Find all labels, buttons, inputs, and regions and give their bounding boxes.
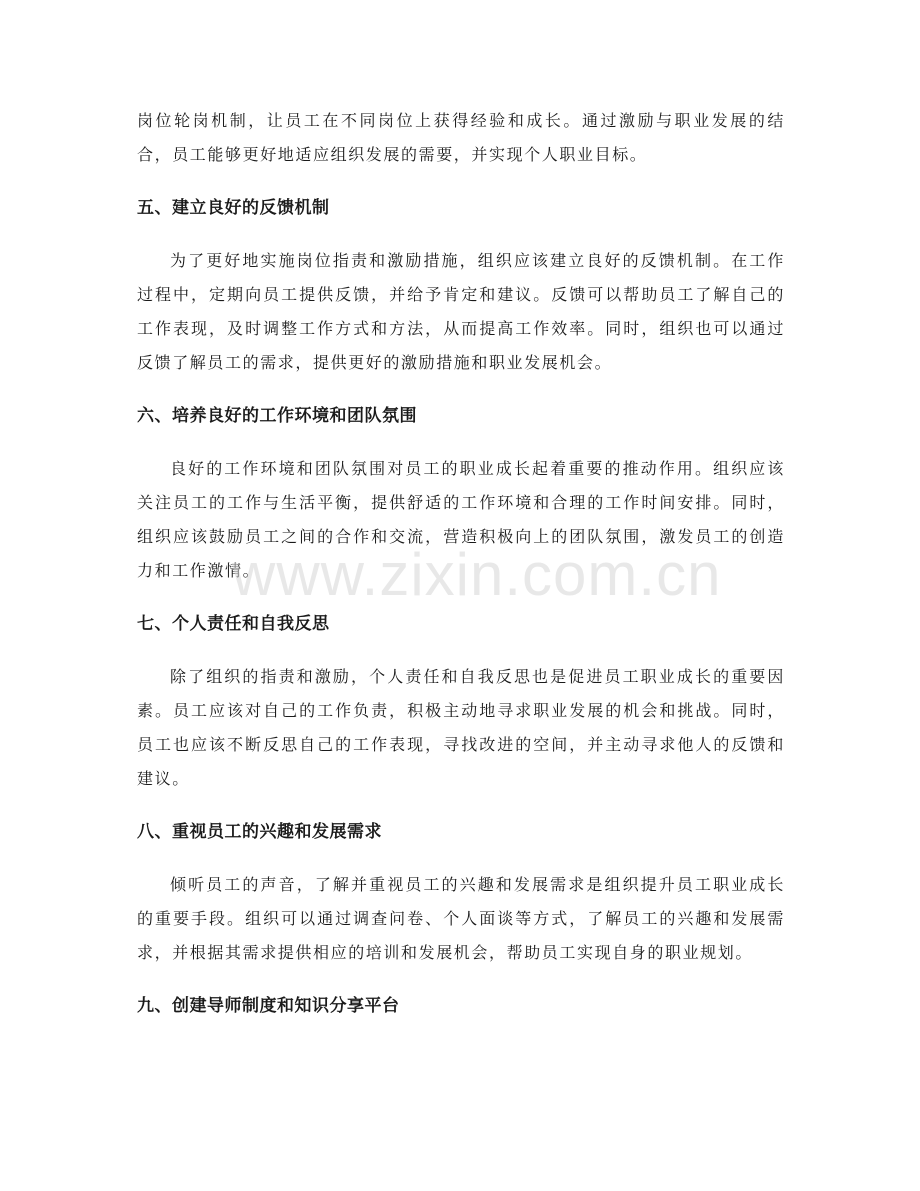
section-heading-8: 八、重视员工的兴趣和发展需求 <box>137 822 382 842</box>
watermark: www.zixin.com.cn <box>232 541 722 608</box>
document-body <box>137 104 785 1042</box>
paragraph-section-7: 除了组织的指责和激励，个人责任和自我反思也是促进员工职业成长的重要因素。员工应该对自己的工作负责，积极主动地寻求职业发展的机会和挑战。同时，员工也应该不断反思自己的工作表现，寻找改进的空间，并主动寻求他人的反馈和建议。 <box>137 667 785 788</box>
section-heading-9: 九、创建导师制度和知识分享平台 <box>137 996 400 1016</box>
paragraph-intro: 岗位轮岗机制，让员工在不同岗位上获得经验和成长。通过激励与职业发展的结合，员工能够更好地适应组织发展的需要，并实现个人职业目标。 <box>137 111 785 164</box>
section-heading-7: 七、个人责任和自我反思 <box>137 614 330 634</box>
paragraph-section-5: 为了更好地实施岗位指责和激励措施，组织应该建立良好的反馈机制。在工作过程中，定期向员工提供反馈，并给予肯定和建议。反馈可以帮助员工了解自己的工作表现，及时调整工作方式和方法，从而提高工作效率。同时，组织也可以通过反馈了解员工的需求，提供更好的激励措施和职业发展机会。 <box>137 251 785 372</box>
section-heading-6: 六、培养良好的工作环境和团队氛围 <box>137 406 417 426</box>
paragraph-section-8: 倾听员工的声音，了解并重视员工的兴趣和发展需求是组织提升员工职业成长的重要手段。组织可以通过调查问卷、个人面谈等方式，了解员工的兴趣和发展需求，并根据其需求提供相应的培训和发展机会，帮助员工实现自身的职业规划。 <box>137 875 785 962</box>
section-heading-5: 五、建立良好的反馈机制 <box>137 198 330 218</box>
paragraph-section-6: 良好的工作环境和团队氛围对员工的职业成长起着重要的推动作用。组织应该关注员工的工作与生活平衡，提供舒适的工作环境和合理的工作时间安排。同时，组织应该鼓励员工之间的合作和交流，营造积极向上的团队氛围，激发员工的创造力和工作激情。 <box>137 459 785 580</box>
